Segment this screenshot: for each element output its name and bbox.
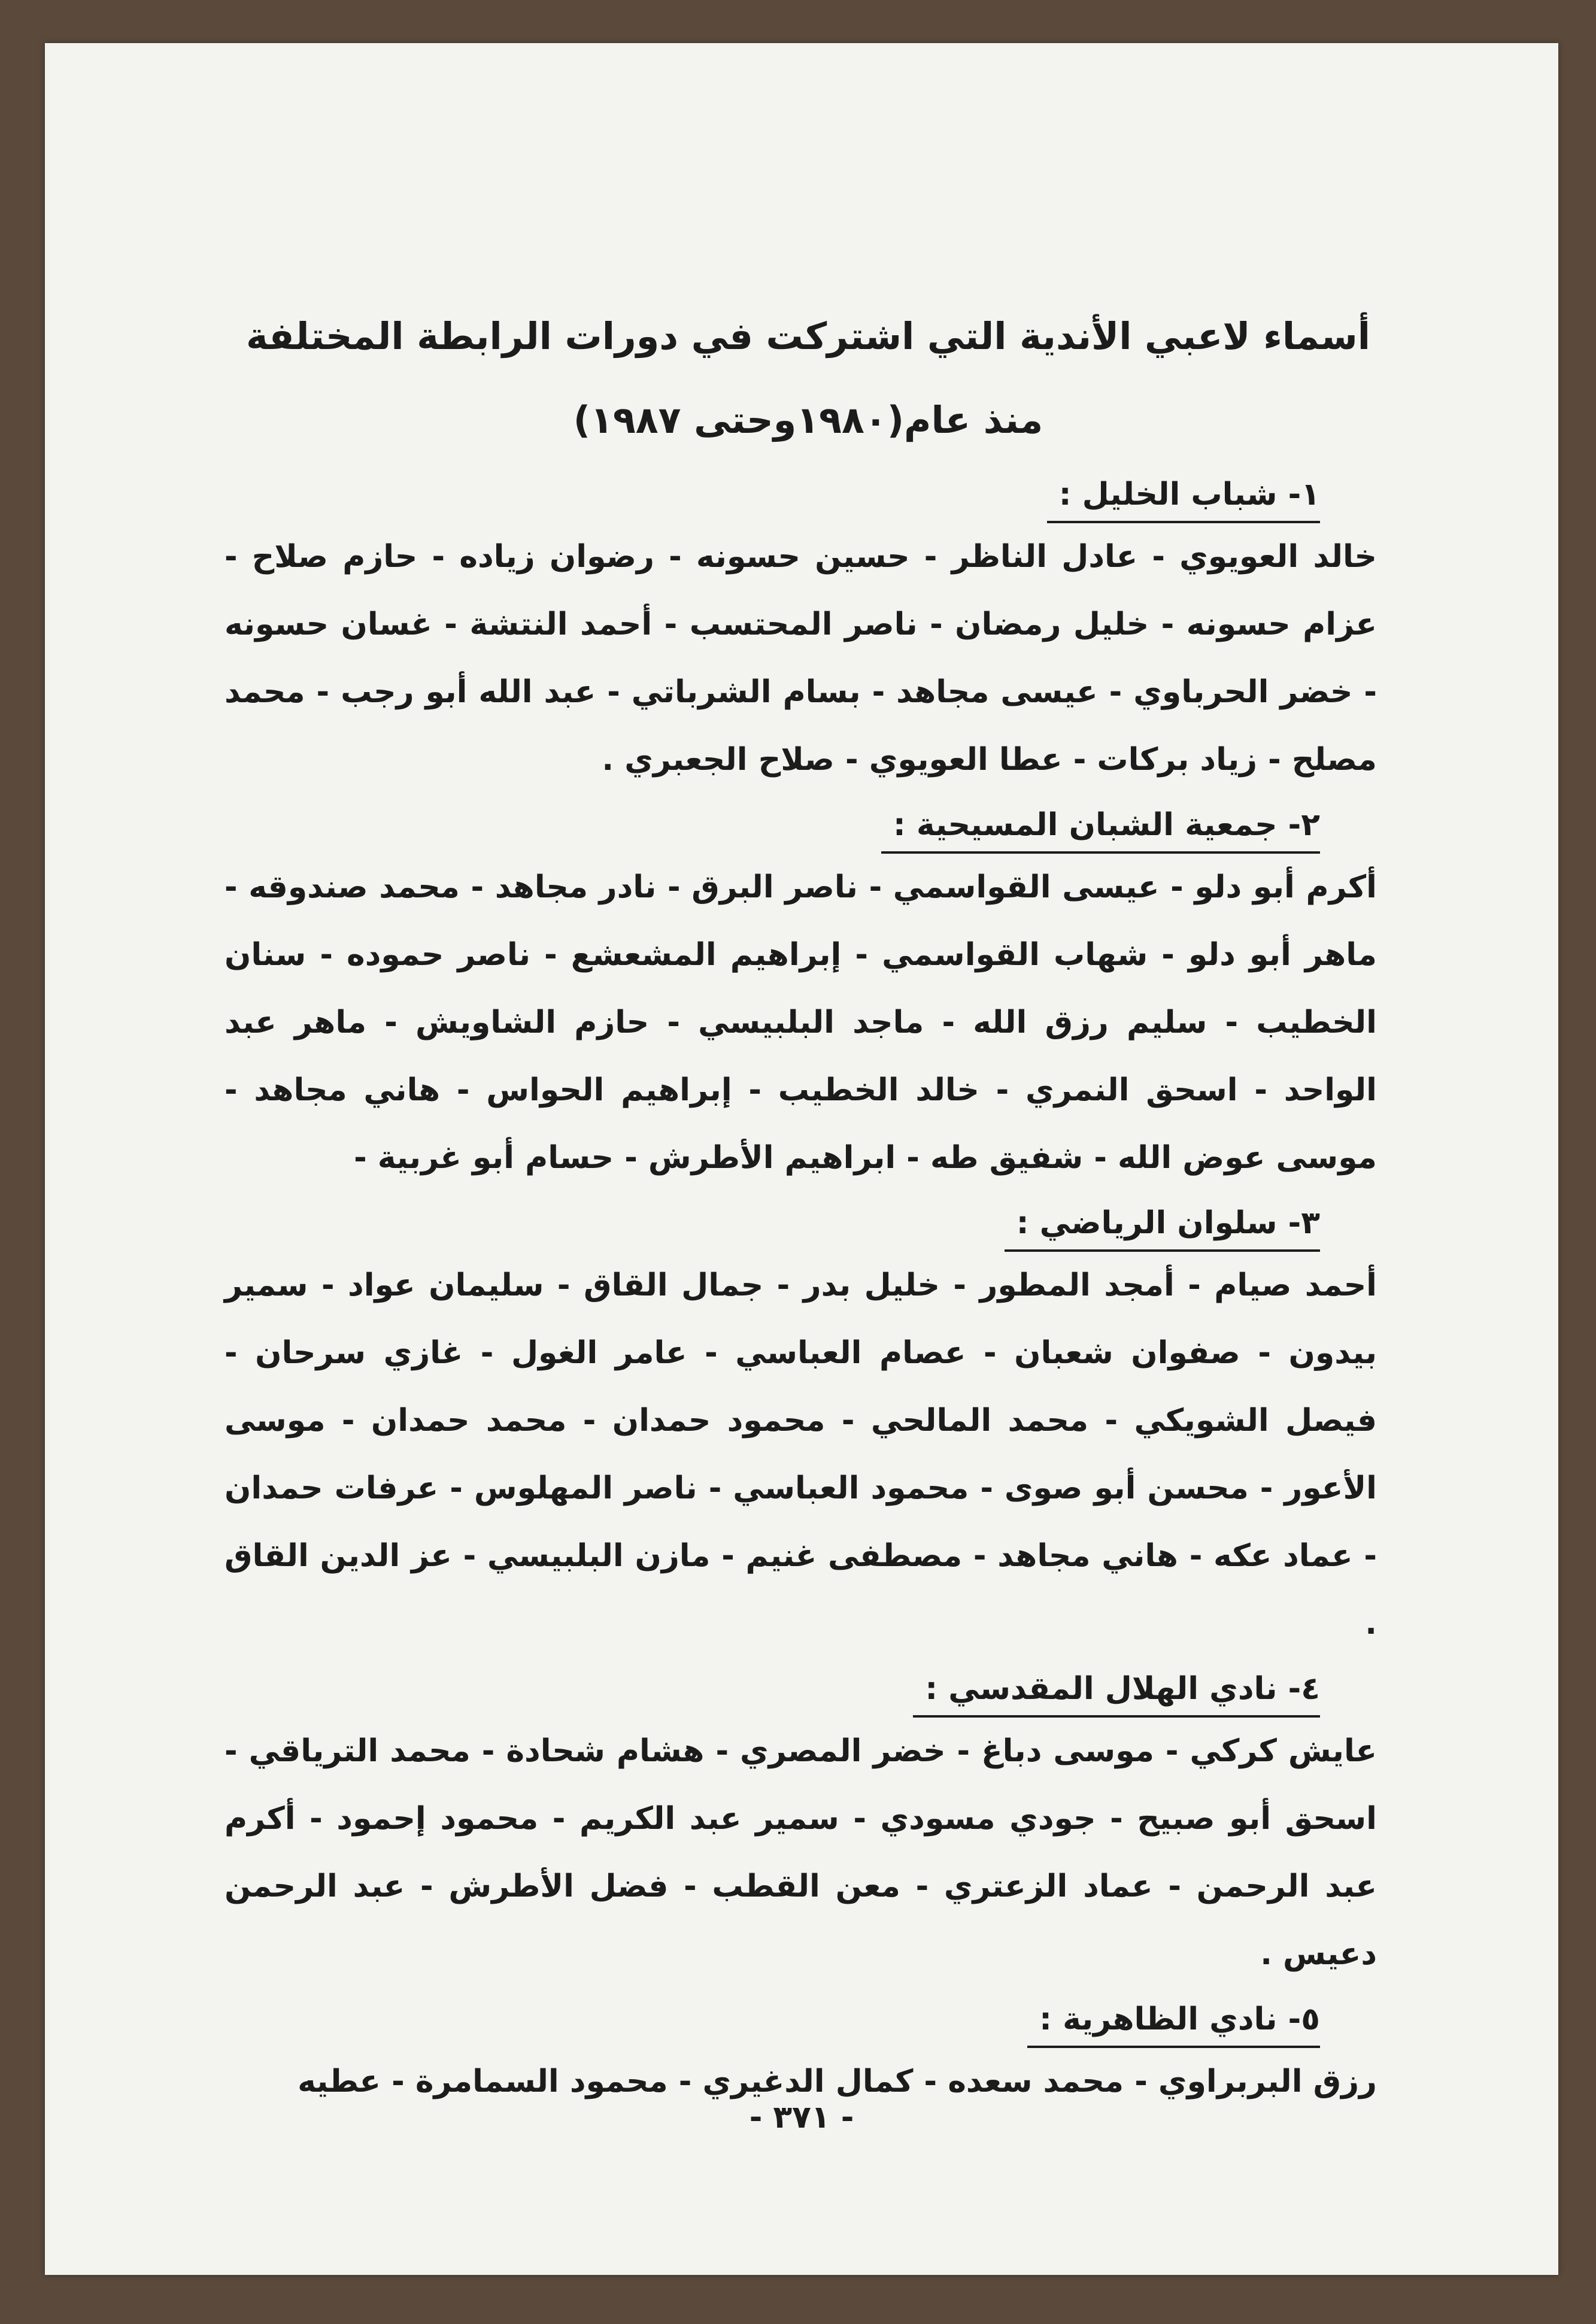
section-4	[224, 1662, 1392, 1988]
document-content	[224, 295, 1392, 2120]
document-title-line-2: منذ عام(١٩٨٠وحتى ١٩٨٧)	[573, 398, 1043, 442]
section-1	[224, 468, 1392, 794]
section-body: رزق البربراوي - محمد سعده - كمال الدغيري - محمود السمامرة - عطيه	[298, 2064, 1377, 2100]
section-heading: ٤- نادي الهلال المقدسي :	[913, 1662, 1320, 1718]
section-heading: ٣- سلوان الرياضي :	[1005, 1197, 1320, 1252]
section-body: خالد العويوي - عادل الناظر - حسين حسونه - رضوان زياده - حازم صلاح - عزام حسونه - خليل رمضان - ناصر المحتسب - أحمد النتشة - غسان حسونه - خضر الحرباوي - عيسى مجاهد - بسام الشرباتي - عبد الله أبو رجب - محمد مصلح - زياد بركات - عطا العويوي - صلاح الجعبري .	[224, 539, 1377, 778]
document-page	[45, 43, 1558, 2275]
section-body: عايش كركي - موسى دباغ - خضر المصري - هشام شحادة - محمد الترياقي - اسحق أبو صبيح - جودي مسودي - سمير عبد الكريم - محمود إحمود - أكرم عبد الرحمن - عماد الزعتري - معن القطب - فضل الأطرش - عبد الرحمن دعيس .	[224, 1733, 1377, 1972]
section-body: أكرم أبو دلو - عيسى القواسمي - ناصر البرق - نادر مجاهد - محمد صندوقه - ماهر أبو دلو - شهاب القواسمي - إبراهيم المشعشع - ناصر حموده - سنان الخطيب - سليم رزق الله - ماجد البلبيسي - حازم الشاويش - ماهر عبد الواحد - اسحق النمري - خالد الخطيب - إبراهيم الحواس - هاني مجاهد - موسى عوض الله - شفيق طه - ابراهيم الأطرش - حسام أبو غربية -	[224, 869, 1377, 1176]
section-heading: ٢- جمعية الشبان المسيحية :	[881, 799, 1320, 854]
document-title-line-1: أسماء لاعبي الأندية التي اشتركت في دورات الرابطة المختلفة	[246, 314, 1370, 358]
section-3	[224, 1197, 1392, 1658]
section-heading: ١- شباب الخليل :	[1047, 468, 1320, 523]
section-body: أحمد صيام - أمجد المطور - خليل بدر - جمال القاق - سليمان عواد - سمير بيدون - صفوان شعبان - عصام العباسي - عامر الغول - غازي سرحان - فيصل الشويكي - محمد المالحي - محمود حمدان - محمد حمدان - موسى الأعور - محسن أبو صوى - محمود العباسي - ناصر المهلوس - عرفات حمدان - عماد عكه - هاني مجاهد - مصطفى غنيم - مازن البلبيسي - عز الدين القاق .	[224, 1267, 1377, 1642]
section-2	[224, 799, 1392, 1192]
section-heading: ٥- نادي الظاهرية :	[1027, 1993, 1320, 2048]
section-5	[224, 1993, 1392, 2116]
page-number: - ٣٧١ -	[749, 2100, 854, 2135]
